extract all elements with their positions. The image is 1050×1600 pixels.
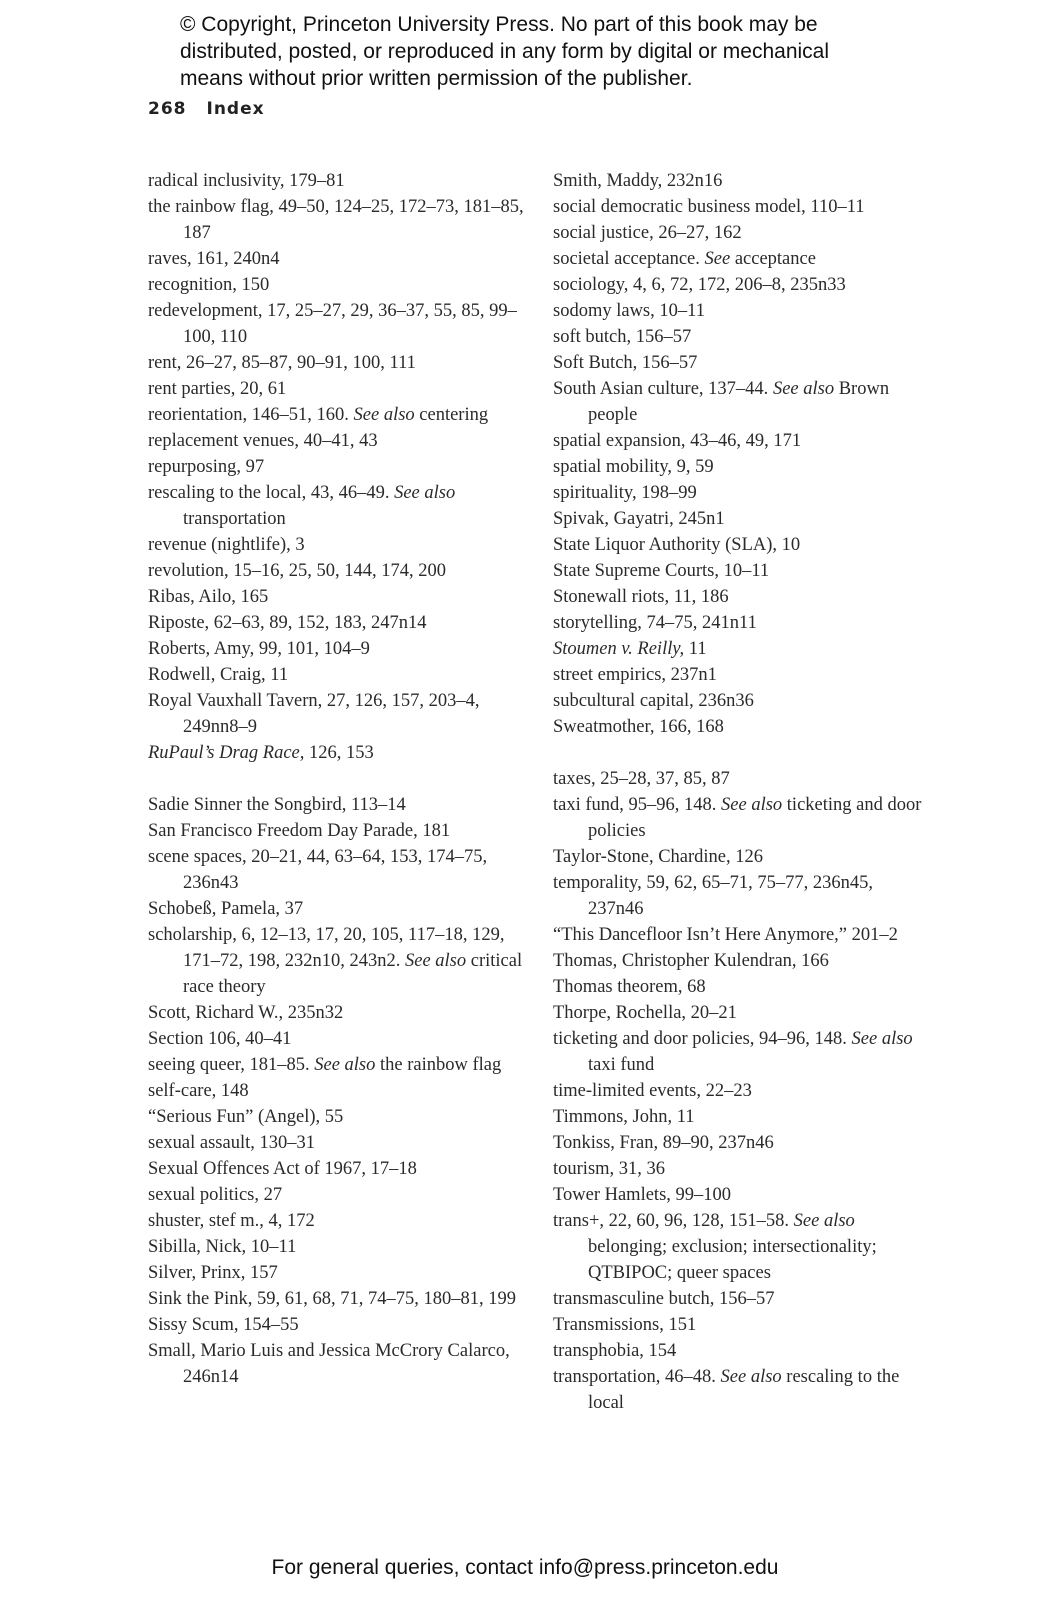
index-entry bbox=[148, 246, 528, 272]
index-entry bbox=[148, 844, 528, 896]
entry-text: Spivak, Gayatri, 245n1 bbox=[553, 509, 725, 529]
entry-text: rent parties, 20, 61 bbox=[148, 379, 287, 399]
entry-text: street empirics, 237n1 bbox=[553, 665, 717, 685]
index-entry bbox=[553, 610, 928, 636]
entry-text: time-limited events, 22–23 bbox=[553, 1081, 752, 1101]
entry-text: centering bbox=[414, 405, 489, 425]
page-number: 268 bbox=[148, 99, 187, 119]
entry-text: repurposing, 97 bbox=[148, 457, 265, 477]
entry-text: raves, 161, 240n4 bbox=[148, 249, 280, 269]
entry-text: revenue (nightlife), 3 bbox=[148, 535, 305, 555]
index-entry bbox=[148, 1052, 528, 1078]
entry-text: Section 106, 40–41 bbox=[148, 1029, 292, 1049]
index-entry bbox=[553, 428, 928, 454]
index-entry bbox=[148, 194, 528, 246]
index-entry bbox=[553, 246, 928, 272]
entry-text: redevelopment, 17, 25–27, 29, 36–37, 55, 85, 99–100, 110 bbox=[148, 301, 517, 347]
index-entry bbox=[148, 402, 528, 428]
index-entry bbox=[148, 896, 528, 922]
entry-text: Sweatmother, 166, 168 bbox=[553, 717, 724, 737]
entry-text: rescaling to the local bbox=[588, 1367, 900, 1413]
index-entry bbox=[148, 740, 528, 766]
index-entry bbox=[553, 350, 928, 376]
index-entry bbox=[148, 1234, 528, 1260]
italic-text: See bbox=[704, 249, 731, 269]
index-entry bbox=[553, 298, 928, 324]
index-entry bbox=[148, 1208, 528, 1234]
entry-text: Sexual Offences Act of 1967, 17–18 bbox=[148, 1159, 417, 1179]
index-entry bbox=[553, 324, 928, 350]
running-head bbox=[148, 99, 265, 119]
entry-text: reorientation, 146–51, 160. bbox=[148, 405, 354, 425]
entry-text: spatial mobility, 9, 59 bbox=[553, 457, 714, 477]
entry-text: temporality, 59, 62, 65–71, 75–77, 236n45, 237n46 bbox=[553, 873, 873, 919]
index-column-right bbox=[553, 168, 928, 1416]
index-entry bbox=[148, 558, 528, 584]
index-entry bbox=[148, 532, 528, 558]
entry-text: South Asian culture, 137–44. bbox=[553, 379, 773, 399]
italic-text: See also bbox=[720, 1367, 782, 1387]
entry-text: Sibilla, Nick, 10–11 bbox=[148, 1237, 297, 1257]
entry-text: Sink the Pink, 59, 61, 68, 71, 74–75, 180–81, 199 bbox=[148, 1289, 516, 1309]
entry-text: belonging; exclusion; intersectionality; QTBIPOC; queer spaces bbox=[588, 1237, 877, 1283]
entry-text: taxi fund bbox=[588, 1055, 655, 1075]
entry-text: transportation bbox=[183, 509, 286, 529]
index-entry bbox=[148, 1156, 528, 1182]
index-entry bbox=[553, 688, 928, 714]
index-entry bbox=[553, 1130, 928, 1156]
entry-text: Rodwell, Craig, 11 bbox=[148, 665, 289, 685]
index-entry bbox=[553, 974, 928, 1000]
italic-text: See also bbox=[394, 483, 456, 503]
index-entry bbox=[148, 350, 528, 376]
entry-text: Sissy Scum, 154–55 bbox=[148, 1315, 299, 1335]
entry-text: storytelling, 74–75, 241n11 bbox=[553, 613, 757, 633]
index-entry bbox=[553, 870, 928, 922]
index-entry bbox=[148, 1026, 528, 1052]
index-entry bbox=[148, 1338, 528, 1390]
entry-text: Riposte, 62–63, 89, 152, 183, 247n14 bbox=[148, 613, 427, 633]
entry-text: Thorpe, Rochella, 20–21 bbox=[553, 1003, 737, 1023]
entry-text: social democratic business model, 110–11 bbox=[553, 197, 865, 217]
letter-group-spacer bbox=[148, 766, 528, 792]
index-entry bbox=[148, 792, 528, 818]
entry-text: seeing queer, 181–85. bbox=[148, 1055, 315, 1075]
entry-text: State Liquor Authority (SLA), 10 bbox=[553, 535, 801, 555]
index-entry bbox=[148, 298, 528, 350]
index-entry bbox=[553, 1156, 928, 1182]
entry-text: replacement venues, 40–41, 43 bbox=[148, 431, 378, 451]
entry-text: Royal Vauxhall Tavern, 27, 126, 157, 203–4, 249nn8–9 bbox=[148, 691, 480, 737]
index-entry bbox=[553, 1104, 928, 1130]
entry-text: transportation, 46–48. bbox=[553, 1367, 721, 1387]
entry-text: transmasculine butch, 156–57 bbox=[553, 1289, 775, 1309]
entry-text: tourism, 31, 36 bbox=[553, 1159, 666, 1179]
italic-text: See also bbox=[353, 405, 415, 425]
index-entry bbox=[553, 922, 928, 948]
index-entry bbox=[553, 844, 928, 870]
entry-text: trans+, 22, 60, 96, 128, 151–58. bbox=[553, 1211, 794, 1231]
index-entry bbox=[148, 272, 528, 298]
entry-text: recognition, 150 bbox=[148, 275, 270, 295]
index-entry bbox=[553, 948, 928, 974]
index-entry bbox=[553, 636, 928, 662]
index-entry bbox=[148, 168, 528, 194]
entry-text: Thomas theorem, 68 bbox=[553, 977, 706, 997]
entry-text: Transmissions, 151 bbox=[553, 1315, 697, 1335]
index-entry bbox=[148, 1286, 528, 1312]
entry-text: Taylor-Stone, Chardine, 126 bbox=[553, 847, 764, 867]
index-entry bbox=[553, 220, 928, 246]
entry-text: Smith, Maddy, 232n16 bbox=[553, 171, 723, 191]
entry-text: the rainbow flag bbox=[375, 1055, 502, 1075]
entry-text: 126, 153 bbox=[304, 743, 374, 763]
italic-text: Stoumen v. Reilly, bbox=[553, 639, 685, 659]
entry-text: Tonkiss, Fran, 89–90, 237n46 bbox=[553, 1133, 774, 1153]
copyright-notice bbox=[180, 11, 1000, 92]
entry-text: rent, 26–27, 85–87, 90–91, 100, 111 bbox=[148, 353, 416, 373]
index-entry bbox=[553, 1338, 928, 1364]
entry-text: acceptance bbox=[730, 249, 816, 269]
index-entry bbox=[553, 506, 928, 532]
index-entry bbox=[148, 428, 528, 454]
entry-text: Roberts, Amy, 99, 101, 104–9 bbox=[148, 639, 370, 659]
entry-text: 11 bbox=[684, 639, 707, 659]
entry-text: transphobia, 154 bbox=[553, 1341, 677, 1361]
italic-text: See also bbox=[405, 951, 467, 971]
entry-text: subcultural capital, 236n36 bbox=[553, 691, 754, 711]
entry-text: scene spaces, 20–21, 44, 63–64, 153, 174–75, 236n43 bbox=[148, 847, 488, 893]
index-entry bbox=[553, 584, 928, 610]
entry-text: Scott, Richard W., 235n32 bbox=[148, 1003, 344, 1023]
index-entry bbox=[148, 636, 528, 662]
entry-text: taxi fund, 95–96, 148. bbox=[553, 795, 722, 815]
entry-text: rescaling to the local, 43, 46–49. bbox=[148, 483, 395, 503]
index-entry bbox=[148, 480, 528, 532]
entry-text: sociology, 4, 6, 72, 172, 206–8, 235n33 bbox=[553, 275, 846, 295]
italic-text: See also bbox=[851, 1029, 913, 1049]
italic-text: See also bbox=[721, 795, 783, 815]
index-entry bbox=[553, 1286, 928, 1312]
italic-text: See also bbox=[772, 379, 835, 399]
entry-text: shuster, stef m., 4, 172 bbox=[148, 1211, 315, 1231]
entry-text: Stonewall riots, 11, 186 bbox=[553, 587, 729, 607]
index-entry bbox=[148, 818, 528, 844]
index-entry bbox=[553, 662, 928, 688]
index-entry bbox=[148, 1312, 528, 1338]
index-entry bbox=[148, 454, 528, 480]
entry-text: ticketing and door policies, 94–96, 148. bbox=[553, 1029, 852, 1049]
entry-text: soft butch, 156–57 bbox=[553, 327, 692, 347]
footer-contact: For general queries, contact info@press.princeton.edu bbox=[271, 1556, 779, 1579]
section-title: Index bbox=[206, 99, 265, 119]
entry-text: Silver, Prinx, 157 bbox=[148, 1263, 278, 1283]
entry-text: Sadie Sinner the Songbird, 113–14 bbox=[148, 795, 406, 815]
index-entry bbox=[553, 480, 928, 506]
entry-text: ticketing and door policies bbox=[588, 795, 922, 841]
entry-text: societal acceptance. bbox=[553, 249, 705, 269]
index-entry bbox=[148, 922, 528, 1000]
entry-text: “Serious Fun” (Angel), 55 bbox=[148, 1107, 344, 1127]
italic-text: See also bbox=[793, 1211, 855, 1231]
index-entry bbox=[553, 1208, 928, 1286]
index-column-left bbox=[148, 168, 528, 1390]
index-entry bbox=[148, 610, 528, 636]
entry-text: San Francisco Freedom Day Parade, 181 bbox=[148, 821, 451, 841]
index-entry bbox=[148, 1000, 528, 1026]
index-entry bbox=[148, 376, 528, 402]
index-entry bbox=[553, 792, 928, 844]
entry-text: Timmons, John, 11 bbox=[553, 1107, 695, 1127]
index-entry bbox=[148, 1078, 528, 1104]
entry-text: critical race theory bbox=[183, 951, 523, 997]
index-entry bbox=[553, 272, 928, 298]
entry-text: spatial expansion, 43–46, 49, 171 bbox=[553, 431, 802, 451]
entry-text: Schobeß, Pamela, 37 bbox=[148, 899, 304, 919]
entry-text: radical inclusivity, 179–81 bbox=[148, 171, 345, 191]
index-entry bbox=[553, 1182, 928, 1208]
italic-text: See also bbox=[314, 1055, 376, 1075]
index-entry bbox=[553, 1000, 928, 1026]
index-entry bbox=[148, 1130, 528, 1156]
italic-text: RuPaul’s Drag Race, bbox=[148, 743, 305, 763]
index-entry bbox=[553, 532, 928, 558]
index-entry bbox=[148, 1182, 528, 1208]
entry-text: taxes, 25–28, 37, 85, 87 bbox=[553, 769, 730, 789]
index-entry bbox=[148, 688, 528, 740]
entry-text: sexual assault, 130–31 bbox=[148, 1133, 315, 1153]
entry-text: scholarship, 6, 12–13, 17, 20, 105, 117–18, 129, 171–72, 198, 232n10, 243n2. bbox=[148, 925, 505, 971]
entry-text: the rainbow flag, 49–50, 124–25, 172–73, 181–85, 187 bbox=[148, 197, 524, 243]
entry-text: Tower Hamlets, 99–100 bbox=[553, 1185, 732, 1205]
entry-text: self-care, 148 bbox=[148, 1081, 249, 1101]
index-entry bbox=[553, 766, 928, 792]
entry-text: spirituality, 198–99 bbox=[553, 483, 697, 503]
index-entry bbox=[148, 1260, 528, 1286]
entry-text: revolution, 15–16, 25, 50, 144, 174, 200 bbox=[148, 561, 447, 581]
entry-text: social justice, 26–27, 162 bbox=[553, 223, 742, 243]
copyright-line: © Copyright, Princeton University Press. No part of this book may be bbox=[180, 13, 818, 36]
index-entry bbox=[553, 194, 928, 220]
index-entry bbox=[553, 168, 928, 194]
entry-text: Brown people bbox=[588, 379, 890, 425]
index-entry bbox=[553, 376, 928, 428]
copyright-line: distributed, posted, or reproduced in any form by digital or mechanical bbox=[180, 40, 830, 63]
index-entry bbox=[553, 1026, 928, 1078]
index-entry bbox=[148, 584, 528, 610]
index-entry bbox=[553, 714, 928, 740]
entry-text: Ribas, Ailo, 165 bbox=[148, 587, 269, 607]
index-entry bbox=[553, 1078, 928, 1104]
entry-text: sexual politics, 27 bbox=[148, 1185, 283, 1205]
copyright-line: means without prior written permission of the publisher. bbox=[180, 67, 693, 90]
entry-text: State Supreme Courts, 10–11 bbox=[553, 561, 770, 581]
index-entry bbox=[148, 1104, 528, 1130]
index-entry bbox=[148, 662, 528, 688]
entry-text: Thomas, Christopher Kulendran, 166 bbox=[553, 951, 829, 971]
entry-text: Small, Mario Luis and Jessica McCrory Calarco, 246n14 bbox=[148, 1341, 510, 1387]
index-entry bbox=[553, 1364, 928, 1416]
entry-text: “This Dancefloor Isn’t Here Anymore,” 201–2 bbox=[553, 925, 898, 945]
entry-text: sodomy laws, 10–11 bbox=[553, 301, 705, 321]
letter-group-spacer bbox=[553, 740, 928, 766]
index-entry bbox=[553, 558, 928, 584]
entry-text: Soft Butch, 156–57 bbox=[553, 353, 698, 373]
index-entry bbox=[553, 1312, 928, 1338]
index-entry bbox=[553, 454, 928, 480]
